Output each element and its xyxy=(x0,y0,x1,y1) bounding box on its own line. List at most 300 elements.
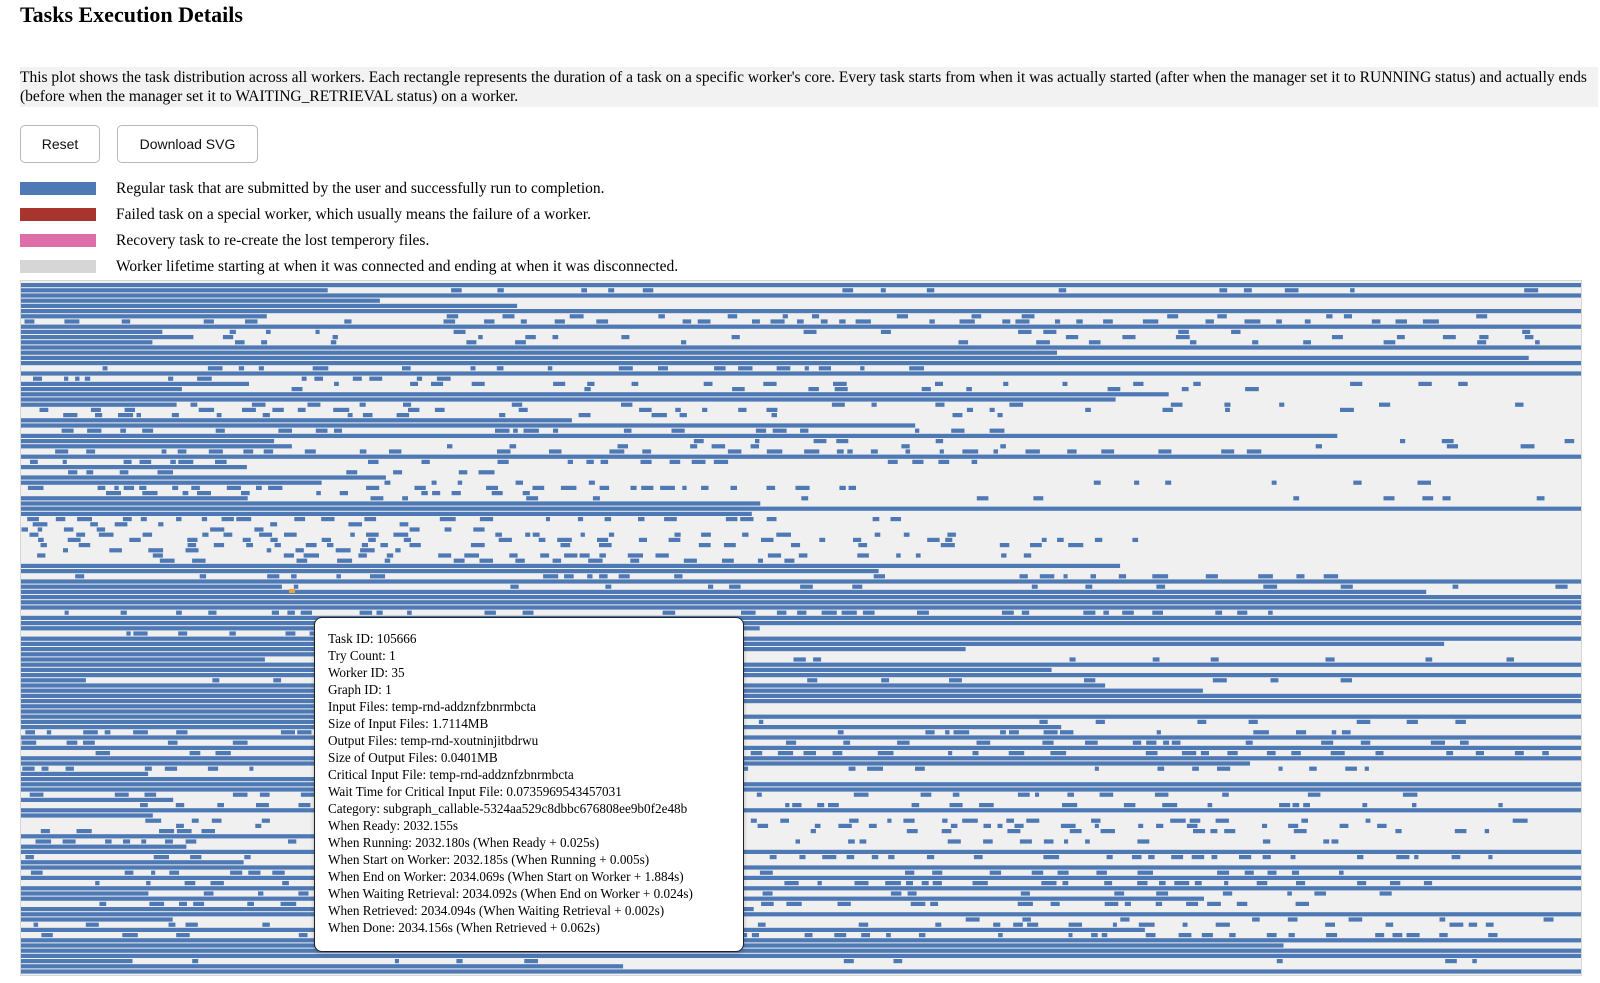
task-bar[interactable] xyxy=(599,543,612,547)
task-bar[interactable] xyxy=(761,538,774,542)
task-bar[interactable] xyxy=(738,408,746,412)
task-bar[interactable] xyxy=(1009,751,1024,755)
task-bar[interactable] xyxy=(1026,819,1039,823)
task-bar[interactable] xyxy=(525,335,536,339)
task-bar[interactable] xyxy=(1244,288,1252,292)
task-bar[interactable] xyxy=(1068,543,1083,547)
task-bar[interactable] xyxy=(21,579,1581,583)
task-bar[interactable] xyxy=(948,839,961,843)
task-bar[interactable] xyxy=(202,533,208,537)
task-bar[interactable] xyxy=(192,559,206,563)
task-bar[interactable] xyxy=(106,491,121,495)
task-bar[interactable] xyxy=(1021,891,1030,895)
task-bar[interactable] xyxy=(1035,793,1039,797)
task-bar[interactable] xyxy=(124,460,132,464)
task-bar[interactable] xyxy=(21,595,1581,599)
task-bar[interactable] xyxy=(859,923,869,927)
task-bar[interactable] xyxy=(814,439,827,443)
task-bar[interactable] xyxy=(797,319,804,323)
task-bar[interactable] xyxy=(1162,803,1177,807)
task-bar[interactable] xyxy=(1237,902,1248,906)
task-bar[interactable] xyxy=(543,574,558,578)
task-bar[interactable] xyxy=(139,486,146,490)
task-bar[interactable] xyxy=(757,793,762,797)
task-plot-svg[interactable] xyxy=(21,281,1581,975)
task-bar[interactable] xyxy=(393,533,408,537)
task-bar[interactable] xyxy=(888,855,894,859)
task-bar[interactable] xyxy=(316,429,328,433)
task-bar[interactable] xyxy=(1403,793,1418,797)
task-bar[interactable] xyxy=(193,902,204,906)
task-bar[interactable] xyxy=(187,538,197,542)
task-bar[interactable] xyxy=(758,824,769,828)
task-bar[interactable] xyxy=(589,481,595,485)
task-bar[interactable] xyxy=(212,819,222,823)
task-bar[interactable] xyxy=(1372,319,1381,323)
task-bar[interactable] xyxy=(510,444,517,448)
task-bar[interactable] xyxy=(1186,902,1198,906)
task-bar[interactable] xyxy=(767,449,783,453)
task-bar[interactable] xyxy=(960,319,975,323)
task-bar[interactable] xyxy=(1331,751,1345,755)
task-bar[interactable] xyxy=(844,959,854,963)
task-bar[interactable] xyxy=(1245,871,1254,875)
task-bar[interactable] xyxy=(202,829,216,833)
task-bar[interactable] xyxy=(1139,923,1155,927)
task-bar[interactable] xyxy=(25,855,34,859)
task-bar[interactable] xyxy=(140,803,148,807)
task-bar[interactable] xyxy=(353,377,362,381)
task-bar[interactable] xyxy=(1326,314,1332,318)
task-bar[interactable] xyxy=(21,637,1581,641)
task-bar[interactable] xyxy=(1350,288,1355,292)
task-bar[interactable] xyxy=(1146,741,1156,745)
task-bar[interactable] xyxy=(672,429,685,433)
task-bar[interactable] xyxy=(1565,439,1575,443)
task-bar[interactable] xyxy=(1042,741,1053,745)
task-bar[interactable] xyxy=(770,855,777,859)
task-bar[interactable] xyxy=(1353,481,1361,485)
task-bar[interactable] xyxy=(621,335,629,339)
task-bar[interactable] xyxy=(523,611,534,615)
task-bar[interactable] xyxy=(1032,585,1038,589)
task-bar[interactable] xyxy=(755,439,759,443)
task-bar[interactable] xyxy=(728,449,742,453)
task-bar[interactable] xyxy=(553,382,565,386)
task-bar[interactable] xyxy=(217,803,224,807)
task-bar[interactable] xyxy=(21,699,1581,703)
task-bar[interactable] xyxy=(402,496,408,500)
task-bar[interactable] xyxy=(849,819,858,823)
task-bar[interactable] xyxy=(497,288,503,292)
task-bar[interactable] xyxy=(503,314,515,318)
task-bar[interactable] xyxy=(239,366,244,370)
task-bar[interactable] xyxy=(853,538,861,542)
task-bar[interactable] xyxy=(1155,793,1169,797)
task-bar[interactable] xyxy=(1357,881,1366,885)
task-bar[interactable] xyxy=(1222,793,1229,797)
task-bar[interactable] xyxy=(79,543,91,547)
task-bar[interactable] xyxy=(21,798,173,802)
task-bar[interactable] xyxy=(932,871,942,875)
task-bar[interactable] xyxy=(21,403,177,407)
task-bar[interactable] xyxy=(1301,819,1308,823)
task-bar[interactable] xyxy=(549,449,562,453)
task-bar[interactable] xyxy=(1442,439,1454,443)
task-bar[interactable] xyxy=(1326,933,1337,937)
task-bar[interactable] xyxy=(1340,408,1354,412)
task-bar[interactable] xyxy=(1120,917,1129,921)
task-bar[interactable] xyxy=(819,538,825,542)
task-bar[interactable] xyxy=(336,548,351,552)
task-bar[interactable] xyxy=(21,299,380,303)
task-bar[interactable] xyxy=(1085,408,1091,412)
task-bar[interactable] xyxy=(262,819,270,823)
task-bar[interactable] xyxy=(485,611,496,615)
task-bar[interactable] xyxy=(400,522,409,526)
task-bar[interactable] xyxy=(639,538,647,542)
task-bar[interactable] xyxy=(176,611,182,615)
task-bar[interactable] xyxy=(1384,496,1395,500)
task-bar[interactable] xyxy=(118,413,133,417)
task-bar[interactable] xyxy=(804,449,819,453)
task-bar[interactable] xyxy=(286,631,296,635)
task-bar[interactable] xyxy=(977,741,991,745)
task-bar[interactable] xyxy=(186,923,198,927)
task-bar[interactable] xyxy=(64,319,79,323)
task-bar[interactable] xyxy=(1445,959,1457,963)
task-bar[interactable] xyxy=(858,543,867,547)
task-bar[interactable] xyxy=(785,803,789,807)
task-bar[interactable] xyxy=(1245,319,1261,323)
task-bar[interactable] xyxy=(199,408,214,412)
task-bar[interactable] xyxy=(807,678,817,682)
task-bar[interactable] xyxy=(66,767,74,771)
task-bar[interactable] xyxy=(21,361,1581,365)
task-bar[interactable] xyxy=(458,481,463,485)
task-bar[interactable] xyxy=(1171,855,1183,859)
task-bar[interactable] xyxy=(1412,803,1416,807)
task-bar[interactable] xyxy=(176,803,184,807)
task-bar[interactable] xyxy=(141,517,147,521)
task-bar[interactable] xyxy=(21,860,244,864)
task-bar[interactable] xyxy=(21,964,623,968)
task-bar[interactable] xyxy=(1452,855,1461,859)
task-bar[interactable] xyxy=(1498,803,1502,807)
task-bar[interactable] xyxy=(1125,902,1131,906)
task-bar[interactable] xyxy=(1253,730,1269,734)
task-bar[interactable] xyxy=(1170,819,1186,823)
task-bar[interactable] xyxy=(724,543,736,547)
task-bar[interactable] xyxy=(1296,730,1306,734)
task-bar[interactable] xyxy=(1537,496,1545,500)
task-bar[interactable] xyxy=(738,366,752,370)
task-bar[interactable] xyxy=(652,413,667,417)
task-bar[interactable] xyxy=(1002,611,1014,615)
task-bar[interactable] xyxy=(55,449,68,453)
task-bar[interactable] xyxy=(212,678,219,682)
task-bar[interactable] xyxy=(1042,538,1047,542)
task-bar[interactable] xyxy=(561,486,577,490)
task-bar[interactable] xyxy=(208,767,218,771)
task-bar[interactable] xyxy=(236,517,251,521)
task-bar[interactable] xyxy=(1349,917,1363,921)
task-bar[interactable] xyxy=(1376,751,1384,755)
task-bar[interactable] xyxy=(21,663,1581,667)
task-bar[interactable] xyxy=(301,611,312,615)
task-bar[interactable] xyxy=(34,923,39,927)
task-bar[interactable] xyxy=(1224,403,1230,407)
task-bar[interactable] xyxy=(479,470,495,474)
task-bar[interactable] xyxy=(305,449,316,453)
task-bar[interactable] xyxy=(242,408,256,412)
task-bar[interactable] xyxy=(638,517,645,521)
task-bar[interactable] xyxy=(1146,933,1156,937)
task-bar[interactable] xyxy=(1357,720,1371,724)
task-bar[interactable] xyxy=(333,408,349,412)
task-bar[interactable] xyxy=(41,829,50,833)
task-bar[interactable] xyxy=(702,408,707,412)
task-bar[interactable] xyxy=(951,429,964,433)
task-bar[interactable] xyxy=(1418,481,1432,485)
task-bar[interactable] xyxy=(21,455,1581,459)
task-bar[interactable] xyxy=(1524,288,1538,292)
task-bar[interactable] xyxy=(1041,881,1056,885)
task-bar[interactable] xyxy=(1003,382,1008,386)
task-bar[interactable] xyxy=(1263,585,1277,589)
task-bar[interactable] xyxy=(21,507,1581,511)
task-bar[interactable] xyxy=(1040,574,1055,578)
task-bar[interactable] xyxy=(1039,720,1047,724)
task-bar[interactable] xyxy=(1267,933,1277,937)
task-bar[interactable] xyxy=(1114,891,1124,895)
task-bar[interactable] xyxy=(432,491,440,495)
task-bar[interactable] xyxy=(919,933,926,937)
task-bar[interactable] xyxy=(1026,449,1040,453)
task-bar[interactable] xyxy=(1293,496,1299,500)
task-bar[interactable] xyxy=(209,449,223,453)
task-bar[interactable] xyxy=(1043,330,1056,334)
task-bar[interactable] xyxy=(1439,933,1447,937)
task-bar[interactable] xyxy=(344,319,351,323)
task-bar[interactable] xyxy=(63,839,76,843)
task-bar[interactable] xyxy=(115,522,128,526)
task-bar[interactable] xyxy=(1263,839,1270,843)
task-bar[interactable] xyxy=(64,377,68,381)
task-bar[interactable] xyxy=(990,871,1001,875)
task-bar[interactable] xyxy=(1069,923,1082,927)
task-bar[interactable] xyxy=(233,741,248,745)
task-execution-plot[interactable] xyxy=(20,280,1582,976)
task-bar[interactable] xyxy=(377,611,383,615)
task-bar[interactable] xyxy=(1119,574,1126,578)
task-bar[interactable] xyxy=(103,366,108,370)
task-bar[interactable] xyxy=(22,767,34,771)
task-bar[interactable] xyxy=(170,460,176,464)
task-bar[interactable] xyxy=(714,366,726,370)
task-bar[interactable] xyxy=(1303,803,1310,807)
task-bar[interactable] xyxy=(1424,881,1432,885)
task-bar[interactable] xyxy=(1183,923,1188,927)
task-bar[interactable] xyxy=(872,403,877,407)
task-bar[interactable] xyxy=(1157,730,1161,734)
task-bar[interactable] xyxy=(601,460,609,464)
task-bar[interactable] xyxy=(1362,803,1367,807)
task-bar[interactable] xyxy=(1067,449,1076,453)
task-bar[interactable] xyxy=(1018,330,1031,334)
task-bar[interactable] xyxy=(1279,403,1284,407)
task-bar[interactable] xyxy=(337,559,352,563)
task-bar[interactable] xyxy=(778,751,793,755)
task-bar[interactable] xyxy=(1308,793,1321,797)
task-bar[interactable] xyxy=(68,538,81,542)
task-bar[interactable] xyxy=(1213,678,1227,682)
task-bar[interactable] xyxy=(1366,819,1371,823)
task-bar[interactable] xyxy=(587,382,594,386)
task-bar[interactable] xyxy=(891,517,902,521)
task-bar[interactable] xyxy=(777,366,791,370)
task-bar[interactable] xyxy=(1455,720,1466,724)
task-bar[interactable] xyxy=(1384,340,1396,344)
task-bar[interactable] xyxy=(1009,403,1023,407)
task-bar[interactable] xyxy=(21,434,1337,438)
task-bar[interactable] xyxy=(1476,751,1484,755)
task-bar[interactable] xyxy=(486,486,498,490)
task-bar[interactable] xyxy=(587,574,592,578)
task-bar[interactable] xyxy=(21,938,1581,942)
task-bar[interactable] xyxy=(21,912,1581,916)
task-bar[interactable] xyxy=(1101,829,1115,833)
task-bar[interactable] xyxy=(291,574,297,578)
task-bar[interactable] xyxy=(1174,881,1189,885)
task-bar[interactable] xyxy=(1000,730,1006,734)
task-bar[interactable] xyxy=(1342,730,1351,734)
task-bar[interactable] xyxy=(861,933,870,937)
task-bar[interactable] xyxy=(906,881,913,885)
task-bar[interactable] xyxy=(21,314,267,318)
task-bar[interactable] xyxy=(759,720,763,724)
task-bar[interactable] xyxy=(91,408,101,412)
task-bar[interactable] xyxy=(143,533,153,537)
task-bar[interactable] xyxy=(1341,585,1353,589)
task-bar[interactable] xyxy=(1064,574,1068,578)
task-bar[interactable] xyxy=(950,803,963,807)
task-bar[interactable] xyxy=(1089,340,1101,344)
task-bar[interactable] xyxy=(973,751,979,755)
task-bar[interactable] xyxy=(1407,720,1418,724)
task-bar[interactable] xyxy=(962,819,978,823)
task-bar[interactable] xyxy=(921,793,932,797)
task-bar[interactable] xyxy=(973,881,988,885)
task-bar[interactable] xyxy=(21,891,148,895)
task-bar[interactable] xyxy=(480,517,493,521)
task-bar[interactable] xyxy=(771,319,785,323)
task-bar[interactable] xyxy=(1207,902,1221,906)
task-bar[interactable] xyxy=(1309,767,1317,771)
task-bar[interactable] xyxy=(1044,839,1054,843)
task-bar[interactable] xyxy=(272,871,284,875)
task-bar[interactable] xyxy=(129,538,140,542)
task-bar[interactable] xyxy=(385,481,391,485)
task-bar[interactable] xyxy=(21,304,517,308)
task-bar[interactable] xyxy=(1305,319,1311,323)
task-bar[interactable] xyxy=(897,741,910,745)
task-bar[interactable] xyxy=(464,553,479,557)
task-bar[interactable] xyxy=(690,444,697,448)
task-bar[interactable] xyxy=(1289,933,1295,937)
task-bar[interactable] xyxy=(953,793,960,797)
task-bar[interactable] xyxy=(922,881,929,885)
task-bar[interactable] xyxy=(805,933,813,937)
task-bar[interactable] xyxy=(1443,496,1451,500)
task-bar[interactable] xyxy=(208,611,216,615)
task-bar[interactable] xyxy=(849,767,856,771)
task-bar[interactable] xyxy=(21,325,1581,329)
task-bar[interactable] xyxy=(1216,923,1230,927)
task-bar[interactable] xyxy=(959,340,969,344)
task-bar[interactable] xyxy=(555,319,565,323)
task-bar[interactable] xyxy=(758,559,763,563)
task-bar[interactable] xyxy=(872,855,879,859)
task-bar[interactable] xyxy=(915,429,919,433)
task-bar[interactable] xyxy=(977,496,989,500)
task-bar[interactable] xyxy=(533,533,540,537)
task-bar[interactable] xyxy=(105,730,111,734)
task-bar[interactable] xyxy=(1229,933,1235,937)
task-bar[interactable] xyxy=(248,871,260,875)
task-bar[interactable] xyxy=(808,387,819,391)
task-bar[interactable] xyxy=(599,553,606,557)
task-bar[interactable] xyxy=(783,314,788,318)
task-bar[interactable] xyxy=(945,730,949,734)
task-bar[interactable] xyxy=(1133,741,1141,745)
task-bar[interactable] xyxy=(284,533,297,537)
task-bar[interactable] xyxy=(1460,741,1469,745)
task-bar[interactable] xyxy=(298,891,308,895)
task-bar[interactable] xyxy=(498,460,509,464)
task-bar[interactable] xyxy=(21,382,249,386)
task-bar[interactable] xyxy=(33,522,48,526)
task-bar[interactable] xyxy=(97,527,105,531)
task-bar[interactable] xyxy=(701,486,708,490)
task-bar[interactable] xyxy=(729,585,741,589)
task-bar[interactable] xyxy=(780,819,789,823)
task-bar[interactable] xyxy=(940,449,944,453)
task-bar[interactable] xyxy=(1247,449,1262,453)
task-bar[interactable] xyxy=(294,585,299,589)
task-bar[interactable] xyxy=(327,543,333,547)
task-bar[interactable] xyxy=(526,496,538,500)
task-bar[interactable] xyxy=(421,491,428,495)
task-bar[interactable] xyxy=(1070,829,1082,833)
task-bar[interactable] xyxy=(395,959,399,963)
task-bar[interactable] xyxy=(675,408,681,412)
task-bar[interactable] xyxy=(56,517,66,521)
task-bar[interactable] xyxy=(1113,923,1117,927)
task-bar[interactable] xyxy=(663,611,676,615)
task-bar[interactable] xyxy=(833,751,843,755)
task-bar[interactable] xyxy=(21,590,1426,594)
task-bar[interactable] xyxy=(1522,330,1530,334)
task-bar[interactable] xyxy=(190,751,201,755)
task-bar[interactable] xyxy=(172,413,179,417)
task-bar[interactable] xyxy=(815,824,821,828)
task-bar[interactable] xyxy=(385,559,391,563)
task-bar[interactable] xyxy=(141,839,146,843)
task-bar[interactable] xyxy=(122,319,131,323)
task-bar[interactable] xyxy=(1085,585,1092,589)
task-bar[interactable] xyxy=(925,730,934,734)
